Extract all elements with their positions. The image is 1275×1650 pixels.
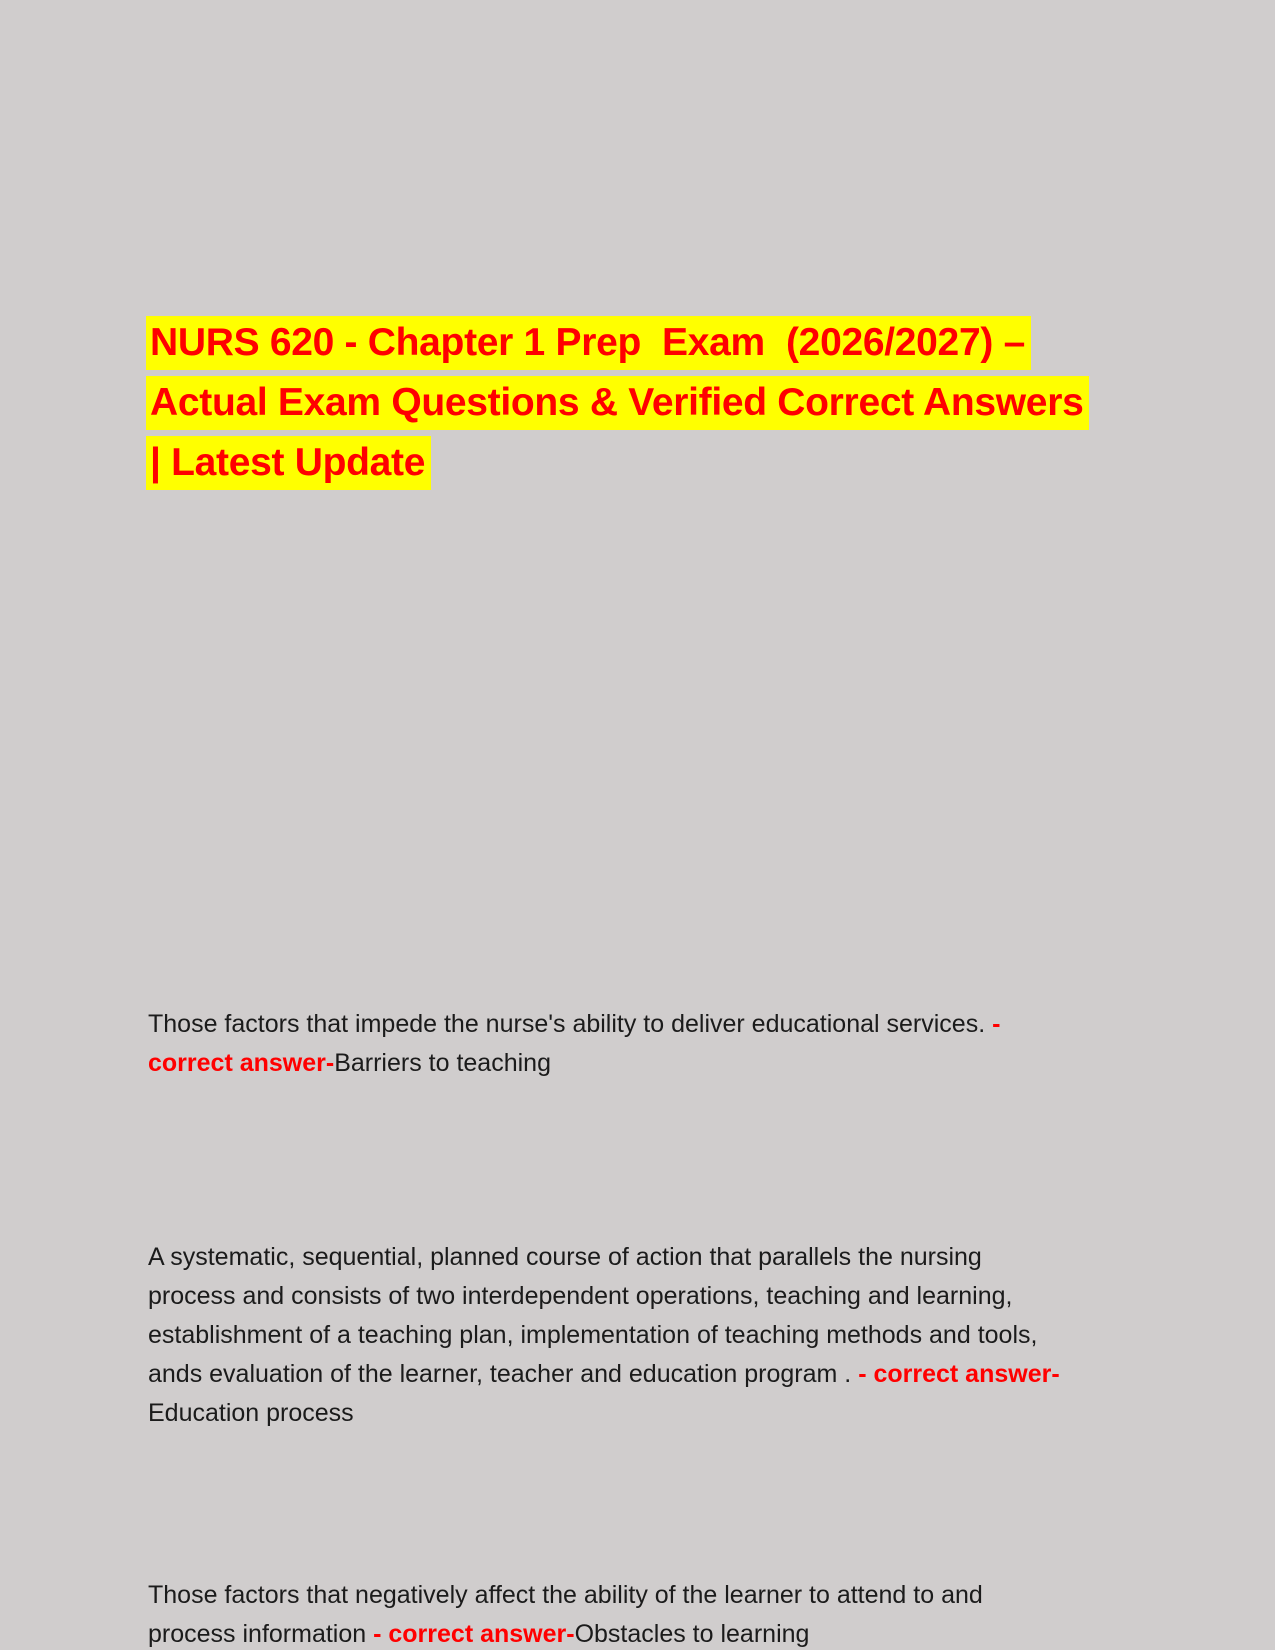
title-line — [146, 313, 1246, 373]
question-text: Those factors that impede the nurse's ability to deliver educational services. — [148, 1010, 993, 1038]
answer-text: Obstacles to learning — [574, 1620, 810, 1648]
answer-text: Barriers to teaching — [334, 1049, 551, 1077]
question-text: Those factors that negatively affect the ability of the learner to attend to and process information — [148, 1581, 990, 1648]
correct-answer-marker: - correct answer- — [148, 1010, 1008, 1077]
title-line-text: NURS 620 - Chapter 1 Prep Exam (2026/2027) – — [146, 316, 1031, 370]
title-line-text: Actual Exam Questions & Verified Correct Answers — [146, 376, 1089, 430]
qa-paragraph — [148, 1576, 1068, 1650]
answer-text: Education process — [148, 1399, 354, 1427]
document-body — [148, 927, 1068, 1650]
correct-answer-marker: - correct answer- — [858, 1360, 1060, 1388]
title-line — [146, 433, 1246, 493]
question-text: A systematic, sequential, planned course of action that parallels the nursing process and consists of two interdependent operations, teaching and learning, establishment of a teaching plan, implementation of teaching methods and tools, ands evaluation of the learner, teacher and education program . — [148, 1243, 1045, 1388]
title-line-text: | Latest Update — [146, 436, 431, 490]
title-line — [146, 373, 1246, 433]
qa-paragraph — [148, 1005, 1068, 1083]
correct-answer-marker: - correct answer- — [373, 1620, 575, 1648]
qa-paragraph — [148, 1238, 1068, 1433]
document-title — [146, 313, 1246, 493]
